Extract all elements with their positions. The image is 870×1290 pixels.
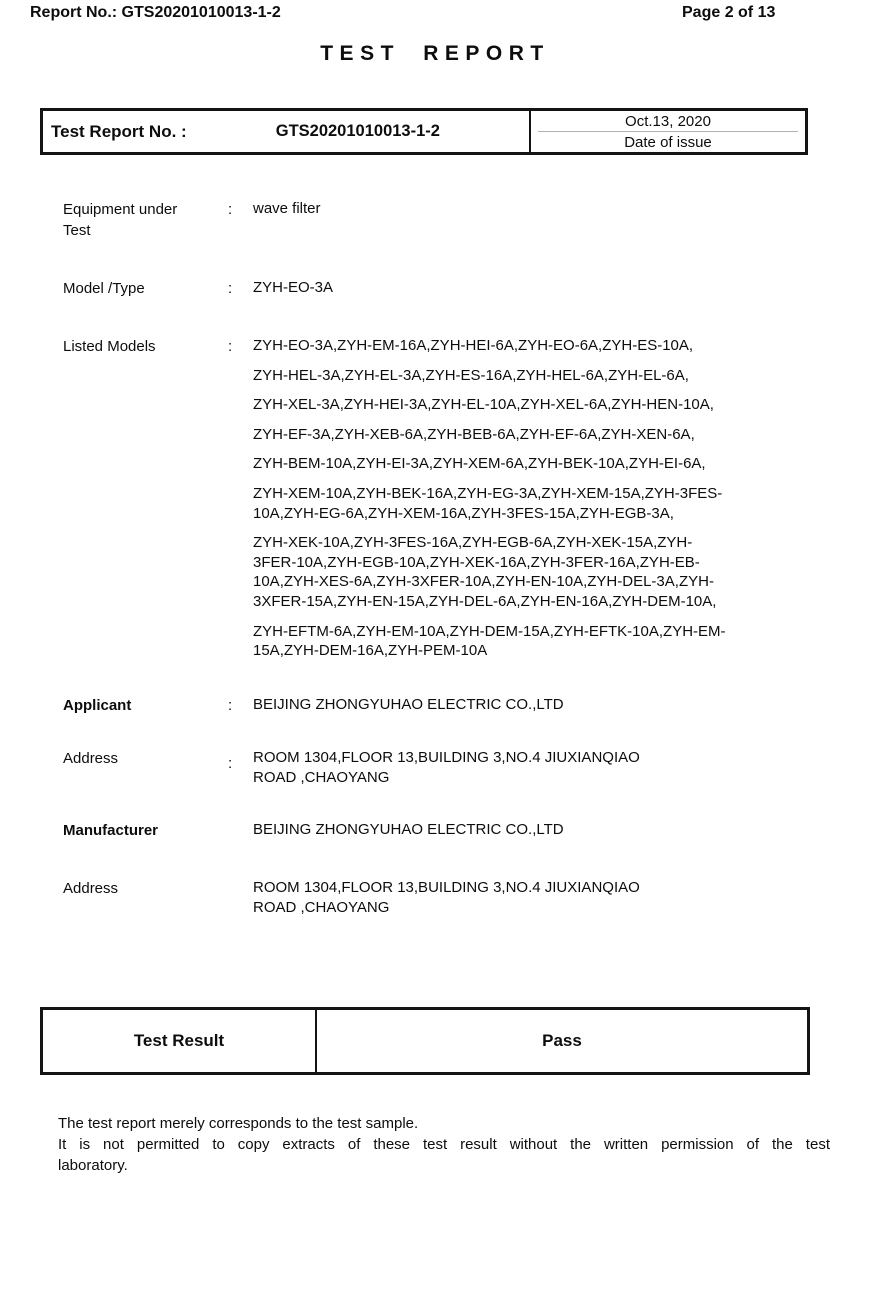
equipment-colon: :: [228, 201, 233, 218]
listed-models-line: 15A,ZYH-DEM-16A,ZYH-PEM-10A: [253, 642, 488, 660]
disclaimer-text: [58, 1113, 830, 1176]
listed-models-paragraph: [253, 533, 783, 611]
listed-models-paragraph: [253, 395, 783, 415]
listed-models-paragraph: [253, 622, 783, 661]
test-result-table: [40, 1007, 810, 1075]
listed-models-label: Listed Models: [63, 338, 156, 355]
listed-models-line: 3XFER-15A,ZYH-EN-15A,ZYH-DEL-6A,ZYH-EN-16A,ZYH-DEM-10A,: [253, 592, 717, 610]
applicant-address-colon: :: [228, 755, 233, 772]
model-type-colon: :: [228, 280, 233, 297]
listed-models-paragraph: [253, 366, 783, 386]
address-line: ROAD ,CHAOYANG: [253, 899, 390, 916]
listed-models-line: ZYH-BEM-10A,ZYH-EI-3A,ZYH-XEM-6A,ZYH-BEK-10A,ZYH-EI-6A,: [253, 455, 706, 473]
listed-models-line: ZYH-EFTM-6A,ZYH-EM-10A,ZYH-DEM-15A,ZYH-EFTK-10A,ZYH-EM-: [253, 622, 726, 640]
listed-models-paragraph: [253, 425, 783, 445]
address-line: ROOM 1304,FLOOR 13,BUILDING 3,NO.4 JIUXIANQIAO: [253, 879, 640, 896]
report-number-value: GTS20201010013-1-2: [275, 122, 440, 140]
applicant-address-label: Address: [63, 750, 119, 767]
disclaimer-line: laboratory.: [58, 1157, 128, 1174]
date-of-issue-cell: [529, 111, 805, 152]
listed-models-line: 3FER-10A,ZYH-EGB-10A,ZYH-XEK-16A,ZYH-3FER-16A,ZYH-EB-: [253, 553, 700, 571]
test-result-label: Test Result: [133, 1031, 225, 1050]
listed-models-colon: :: [228, 338, 233, 355]
model-type-label: Model /Type: [63, 280, 145, 297]
listed-models-line: ZYH-HEL-3A,ZYH-EL-3A,ZYH-ES-16A,ZYH-HEL-6A,ZYH-EL-6A,: [253, 366, 689, 384]
report-number-label: Test Report No. :: [51, 121, 187, 141]
equipment-value: wave filter: [253, 200, 321, 217]
disclaimer-line: It is not permitted to copy extracts of these test result without the written permission of the test: [58, 1136, 830, 1153]
listed-models-line: ZYH-XEM-10A,ZYH-BEK-16A,ZYH-EG-3A,ZYH-XEM-15A,ZYH-3FES-: [253, 484, 723, 502]
manufacturer-address-value: [253, 878, 783, 918]
applicant-label: Applicant: [63, 697, 132, 714]
manufacturer-label: Manufacturer: [63, 822, 159, 839]
listed-models-paragraph: [253, 454, 783, 474]
date-of-issue-label: Date of issue: [624, 133, 712, 151]
header-page-indicator: Page 2 of 13: [682, 4, 776, 21]
listed-models-paragraph: [253, 484, 783, 523]
header-report-number: Report No.: GTS20201010013-1-2: [30, 4, 281, 21]
listed-models-line: ZYH-XEK-10A,ZYH-3FES-16A,ZYH-EGB-6A,ZYH-XEK-15A,ZYH-: [253, 534, 693, 552]
address-line: ROAD ,CHAOYANG: [253, 769, 390, 786]
manufacturer-value: BEIJING ZHONGYUHAO ELECTRIC CO.,LTD: [253, 821, 564, 838]
page-title: TEST REPORT: [320, 42, 550, 65]
listed-models-paragraph: [253, 336, 783, 356]
listed-models-line: ZYH-EF-3A,ZYH-XEB-6A,ZYH-BEB-6A,ZYH-EF-6A,ZYH-XEN-6A,: [253, 425, 695, 443]
applicant-address-value: [253, 748, 783, 788]
address-line: ROOM 1304,FLOOR 13,BUILDING 3,NO.4 JIUXIANQIAO: [253, 749, 640, 766]
listed-models-line: ZYH-EO-3A,ZYH-EM-16A,ZYH-HEI-6A,ZYH-EO-6A,ZYH-ES-10A,: [253, 337, 694, 354]
model-type-value: ZYH-EO-3A: [253, 279, 334, 296]
date-of-issue-value: Oct.13, 2020: [625, 112, 711, 130]
report-number-cell: [43, 111, 529, 152]
applicant-colon: :: [228, 697, 233, 714]
report-number-table: [40, 108, 808, 155]
listed-models-value: [253, 336, 783, 671]
listed-models-line: 10A,ZYH-EG-6A,ZYH-XEM-16A,ZYH-3FES-15A,ZYH-EGB-3A,: [253, 504, 674, 522]
disclaimer-line: The test report merely corresponds to the test sample.: [58, 1115, 419, 1132]
listed-models-line: ZYH-XEL-3A,ZYH-HEI-3A,ZYH-EL-10A,ZYH-XEL-6A,ZYH-HEN-10A,: [253, 396, 714, 414]
manufacturer-address-label: Address: [63, 880, 119, 897]
test-result-value: Pass: [315, 1010, 807, 1072]
listed-models-line: 10A,ZYH-XES-6A,ZYH-3XFER-10A,ZYH-EN-10A,ZYH-DEL-3A,ZYH-: [253, 573, 714, 591]
applicant-value: BEIJING ZHONGYUHAO ELECTRIC CO.,LTD: [253, 696, 564, 713]
equipment-label: Equipment under Test: [63, 201, 178, 239]
